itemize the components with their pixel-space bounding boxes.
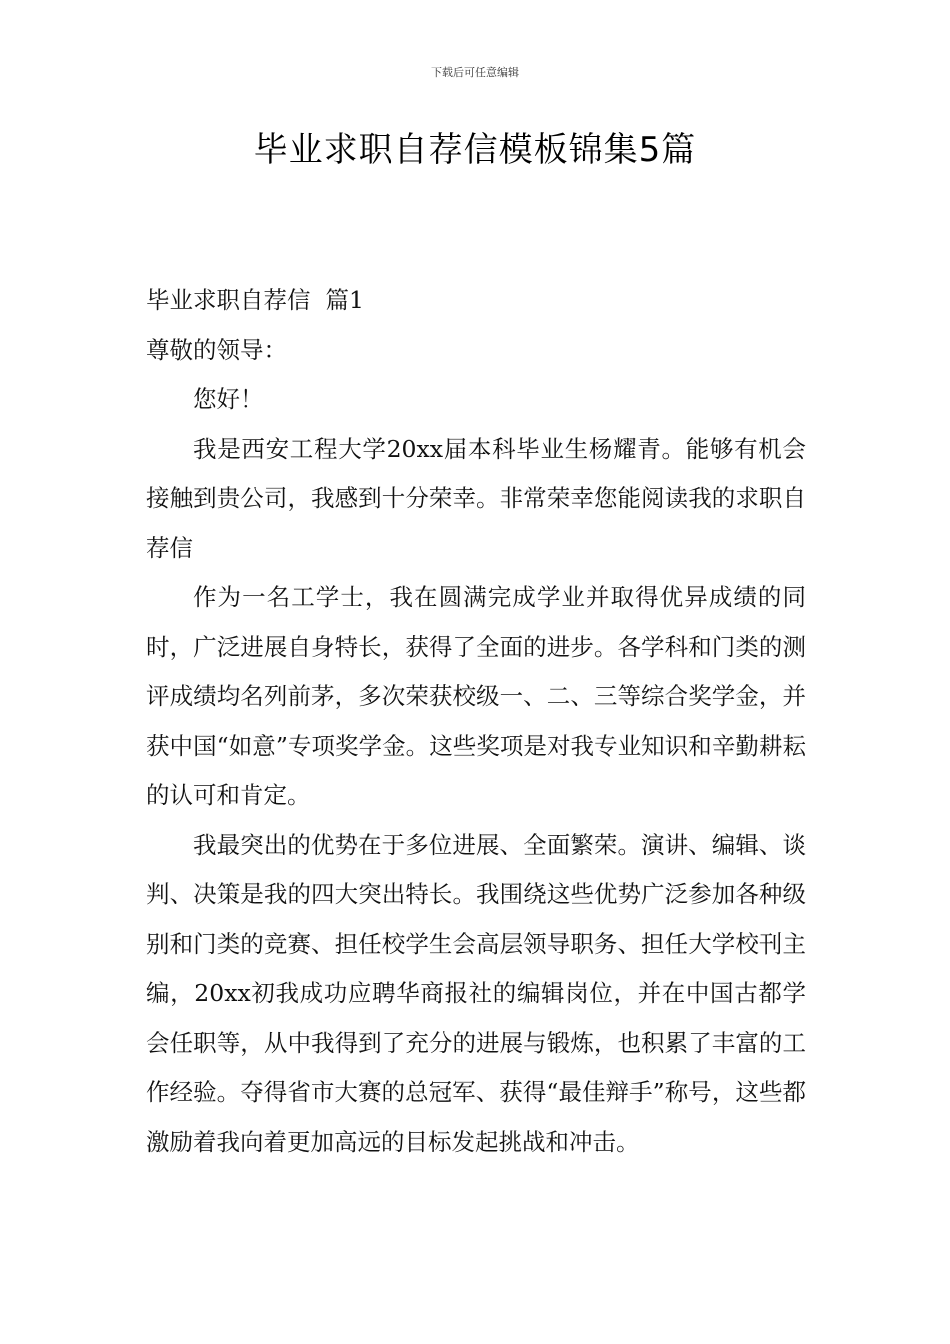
document-title: 毕业求职自荐信模板锦集5篇 (253, 130, 697, 170)
paragraph-3: 我最突出的优势在于多位进展、全面繁荣。演讲、编辑、谈判、决策是我的四大突出特长。我围绕这些优势广泛参加各种级别和门类的竞赛、担任校学生会高层领导职务、担任大学校刊主编，20xx初我成功应聘华商报社的编辑岗位，并在中国古都学会任职等，从中我得到了充分的进展与锻炼，也积累了丰富的工作经验。夺得省市大赛的总冠军、获得“最佳辩手”称号，这些都激励着我向着更加高远的目标发起挑战和冲击。 (146, 830, 806, 1156)
letter-body (146, 276, 806, 1167)
salutation: 尊敬的领导： (146, 335, 287, 364)
header-note: 下载后可任意编辑 (431, 66, 519, 79)
paragraph-2: 作为一名工学士，我在圆满完成学业并取得优异成绩的同时，广泛进展自身特长，获得了全面的进步。各学科和门类的测评成绩均名列前茅，多次荣获校级一、二、三等综合奖学金，并获中国“如意”专项奖学金。这些奖项是对我专业知识和辛勤耕耘的认可和肯定。 (146, 583, 806, 809)
paragraph-1: 我是西安工程大学20xx届本科毕业生杨耀青。能够有机会接触到贵公司，我感到十分荣幸。非常荣幸您能阅读我的求职自荐信 (146, 434, 806, 562)
section-heading: 毕业求职自荐信 篇1 (146, 286, 364, 314)
greeting: 您好！ (193, 385, 264, 413)
